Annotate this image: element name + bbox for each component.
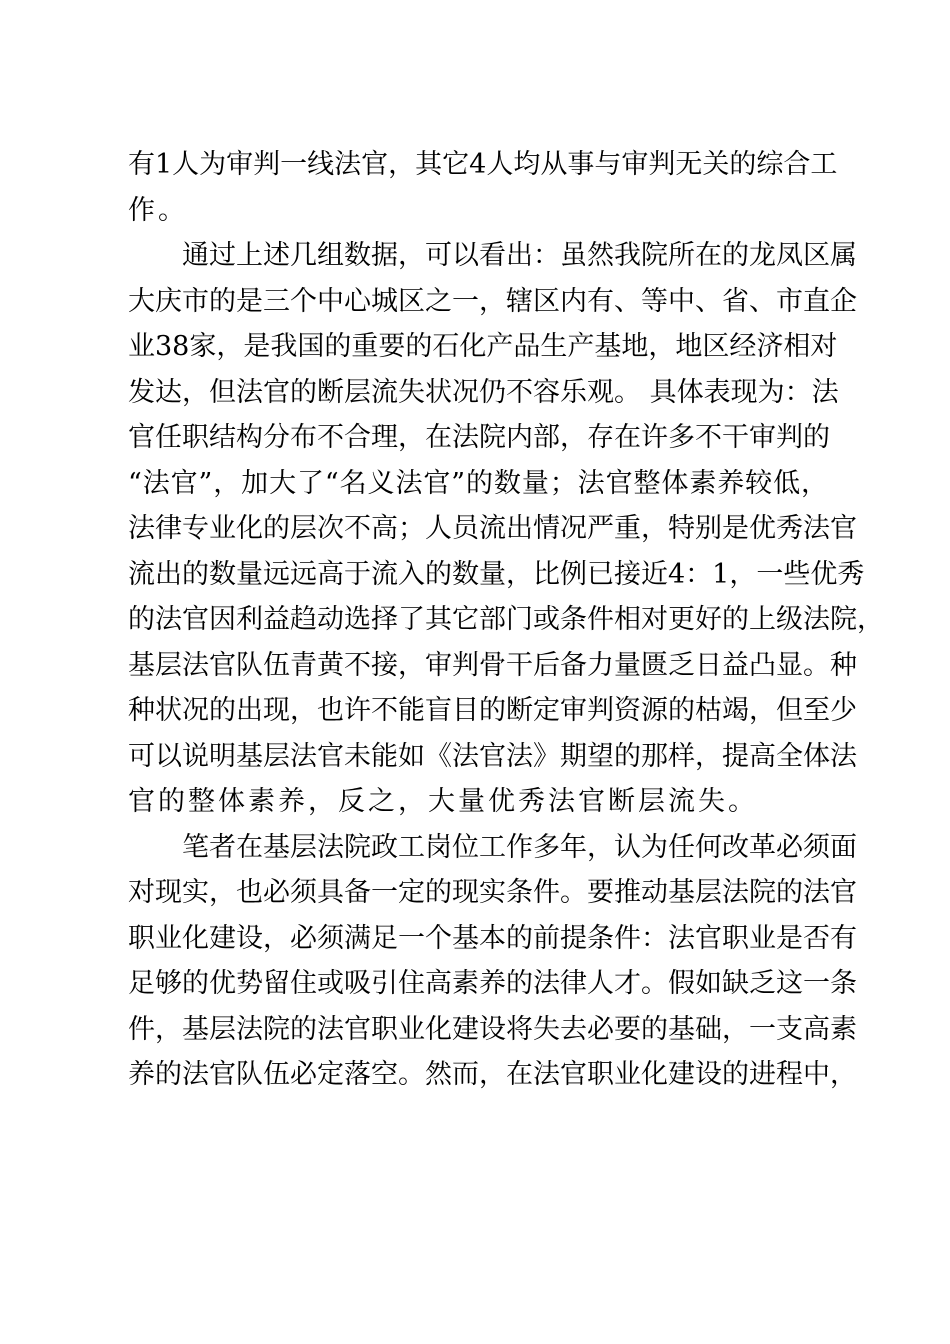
text-line: 种状况的出现，也许不能盲目的断定审判资源的枯竭，但至少 bbox=[128, 695, 857, 726]
text-line: 官任职结构分布不合理，在法院内部，存在许多不干审判的 bbox=[128, 422, 830, 453]
text-line: 有1人为审判一线法官，其它4人均从事与审判无关的综合工 bbox=[128, 149, 838, 180]
text-line: 件，基层法院的法官职业化建设将失去必要的基础，一支高素 bbox=[128, 1013, 857, 1045]
text-line: 职业化建设，必须满足一个基本的前提条件：法官职业是否有 bbox=[128, 922, 857, 954]
paragraph-start-line: 通过上述几组数据，可以看出：虽然我院所在的龙凤区属 bbox=[182, 240, 857, 271]
text-line: 养的法官队伍必定落空。然而，在法官职业化建设的进程中， bbox=[128, 1059, 857, 1090]
text-line: 可以说明基层法官未能如《法官法》期望的那样，提高全体法 bbox=[128, 740, 857, 772]
text-line: 流出的数量远远高于流入的数量，比例已接近4：1，一些优秀 bbox=[128, 558, 865, 590]
text-line: 大庆市的是三个中心城区之一，辖区内有、等中、省、市直企 bbox=[128, 285, 857, 317]
text-line: 基层法官队伍青黄不接，审判骨干后备力量匮乏日益凸显。种 bbox=[128, 649, 857, 681]
text-line: 对现实，也必须具备一定的现实条件。要推动基层法院的法官 bbox=[128, 877, 857, 908]
text-line: “法官”，加大了“名义法官”的数量；法官整体素养较低， bbox=[128, 467, 828, 499]
text-line: 业38家，是我国的重要的石化产品生产基地，地区经济相对 bbox=[128, 331, 838, 362]
text-line: 足够的优势留住或吸引住高素养的法律人才。假如缺乏这一条 bbox=[128, 968, 857, 999]
document-body bbox=[128, 146, 884, 1102]
text-line: 的法官因利益趋动选择了其它部门或条件相对更好的上级法院， bbox=[128, 604, 884, 635]
text-line: 官的整体素养，反之，大量优秀法官断层流失。 bbox=[128, 786, 758, 817]
paragraph-start-line: 笔者在基层法院政工岗位工作多年，认为任何改革必须面 bbox=[182, 831, 857, 863]
text-line: 发达，但法官的断层流失状况仍不容乐观。 具体表现为：法 bbox=[128, 376, 839, 408]
text-line: 法律专业化的层次不高；人员流出情况严重，特别是优秀法官 bbox=[128, 513, 857, 544]
text-line: 作。 bbox=[128, 194, 188, 226]
